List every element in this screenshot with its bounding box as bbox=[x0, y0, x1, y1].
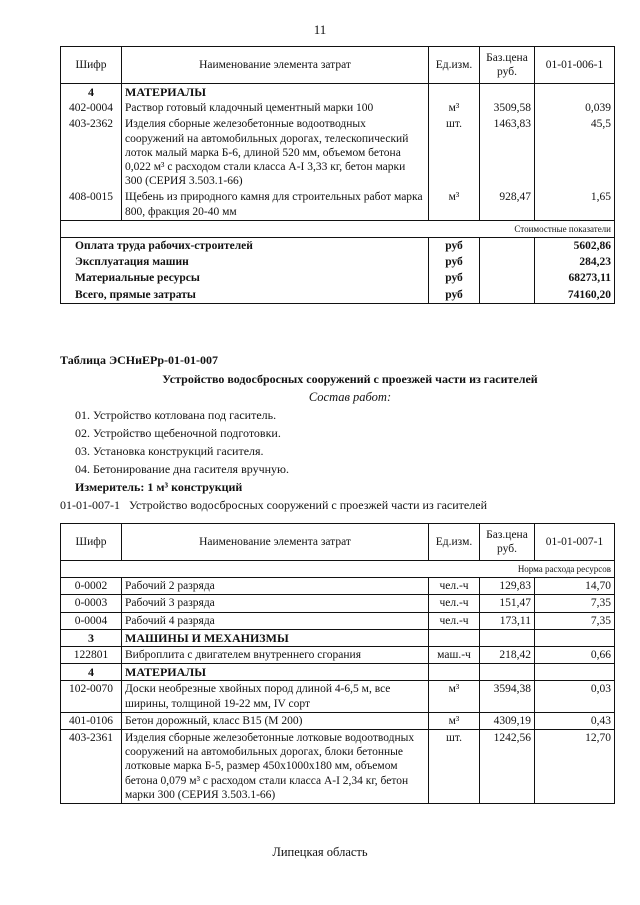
section-title: МАТЕРИАЛЫ bbox=[122, 664, 429, 681]
summary-value: 68273,11 bbox=[535, 270, 615, 286]
row-unit: чел.-ч bbox=[429, 578, 480, 595]
header-column-code: 01-01-007-1 bbox=[535, 524, 615, 561]
row-code: 122801 bbox=[61, 647, 122, 664]
row-name: Доски необрезные хвойных пород длиной 4-6,5 м, все ширины, толщиной 19-22 мм, IV сорт bbox=[122, 681, 429, 712]
section-row bbox=[61, 664, 615, 681]
header-column-code: 01-01-006-1 bbox=[535, 47, 615, 84]
section-row bbox=[61, 629, 615, 646]
table-row bbox=[61, 681, 615, 712]
row-price: 1242,56 bbox=[480, 730, 535, 804]
row-unit: м³ bbox=[429, 712, 480, 729]
row-unit: шт. bbox=[429, 116, 480, 189]
row-value: 1,65 bbox=[535, 189, 615, 220]
section-number: 4 bbox=[61, 664, 122, 681]
row-value: 14,70 bbox=[535, 578, 615, 595]
summary-unit: руб bbox=[429, 254, 480, 270]
row-value: 0,039 bbox=[535, 100, 615, 116]
cost-indicators-label: Стоимостные показатели bbox=[480, 220, 615, 237]
header-unit: Ед.изм. bbox=[429, 524, 480, 561]
table-row bbox=[61, 116, 615, 189]
row-price: 173,11 bbox=[480, 612, 535, 629]
row-price: 928,47 bbox=[480, 189, 535, 220]
row-code: 0-0003 bbox=[61, 595, 122, 612]
row-price: 4309,19 bbox=[480, 712, 535, 729]
row-value: 0,43 bbox=[535, 712, 615, 729]
section-number: 4 bbox=[61, 84, 122, 101]
row-code: 408-0015 bbox=[61, 189, 122, 220]
row-name: Бетон дорожный, класс B15 (M 200) bbox=[122, 712, 429, 729]
table-label: Таблица ЭСНиЕРр-01-01-007 bbox=[60, 353, 219, 367]
row-code: 102-0070 bbox=[61, 681, 122, 712]
row-price: 3509,58 bbox=[480, 100, 535, 116]
summary-name: Материальные ресурсы bbox=[61, 270, 429, 286]
cost-indicators-row bbox=[61, 220, 615, 237]
work-item: 03. Установка конструкций гасителя. bbox=[75, 444, 264, 458]
row-value: 0,03 bbox=[535, 681, 615, 712]
row-unit: м³ bbox=[429, 681, 480, 712]
summary-unit: руб bbox=[429, 270, 480, 286]
row-price: 3594,38 bbox=[480, 681, 535, 712]
cost-table-1 bbox=[60, 46, 615, 304]
work-item: 01. Устройство котлована под гаситель. bbox=[75, 408, 277, 422]
table-title: Устройство водосбросных сооружений с проезжей части из гасителей bbox=[162, 372, 538, 386]
table-row bbox=[61, 595, 615, 612]
row-value: 7,35 bbox=[535, 612, 615, 629]
row-name: Изделия сборные железобетонные водоотводных сооружений на автомобильных дорогах, телескопический лоток малый марка Б-6, длиной 520 мм, объемом бетона 0,022 м³ с расходом стали класса А-I 3,33 кг, бетон марки 300 (СЕРИЯ 3.503.1-66) bbox=[122, 116, 429, 189]
table-row bbox=[61, 712, 615, 729]
table-row bbox=[61, 189, 615, 220]
row-unit: м³ bbox=[429, 189, 480, 220]
table-row bbox=[61, 647, 615, 664]
table-row bbox=[61, 730, 615, 804]
row-name: Щебень из природного камня для строительных работ марка 800, фракция 20-40 мм bbox=[122, 189, 429, 220]
row-value: 0,66 bbox=[535, 647, 615, 664]
row-price: 218,42 bbox=[480, 647, 535, 664]
summary-value: 284,23 bbox=[535, 254, 615, 270]
norm-label-row bbox=[61, 561, 615, 578]
row-code: 402-0004 bbox=[61, 100, 122, 116]
row-name: Виброплита с двигателем внутреннего сгорания bbox=[122, 647, 429, 664]
row-name: Рабочий 2 разряда bbox=[122, 578, 429, 595]
row-unit: шт. bbox=[429, 730, 480, 804]
header-name: Наименование элемента затрат bbox=[122, 524, 429, 561]
summary-name: Всего, прямые затраты bbox=[61, 287, 429, 304]
row-unit: чел.-ч bbox=[429, 595, 480, 612]
section-title: МАТЕРИАЛЫ bbox=[122, 84, 429, 101]
header-name: Наименование элемента затрат bbox=[122, 47, 429, 84]
header-code: Шифр bbox=[61, 524, 122, 561]
summary-unit: руб bbox=[429, 238, 480, 255]
row-code: 403-2361 bbox=[61, 730, 122, 804]
summary-value: 74160,20 bbox=[535, 287, 615, 304]
summary-row bbox=[61, 254, 615, 270]
summary-name: Оплата труда рабочих-строителей bbox=[61, 238, 429, 255]
summary-name: Эксплуатация машин bbox=[61, 254, 429, 270]
header-price: Баз.цена руб. bbox=[480, 47, 535, 84]
row-name: Рабочий 3 разряда bbox=[122, 595, 429, 612]
row-code: 403-2362 bbox=[61, 116, 122, 189]
summary-row bbox=[61, 287, 615, 304]
section-row bbox=[61, 84, 615, 101]
row-name: Изделия сборные железобетонные лотковые водоотводных сооружений на автомобильных дорогах, блоки бетонные лотковые марка Б-5, размер 450x1000x180 мм, объемом бетона 0,079 м³ с расходом стали класса А-I 2,34 кг, бетон марки 300 (СЕРИЯ 3.503.1-66) bbox=[122, 730, 429, 804]
section-number: 3 bbox=[61, 629, 122, 646]
table-header bbox=[61, 524, 615, 561]
summary-row bbox=[61, 238, 615, 255]
cost-table-2 bbox=[60, 523, 615, 804]
header-price: Баз.цена руб. bbox=[480, 524, 535, 561]
row-value: 45,5 bbox=[535, 116, 615, 189]
composition-title: Состав работ: bbox=[308, 390, 392, 404]
row-unit: маш.-ч bbox=[429, 647, 480, 664]
table-row bbox=[61, 612, 615, 629]
section-title: МАШИНЫ И МЕХАНИЗМЫ bbox=[122, 629, 429, 646]
summary-unit: руб bbox=[429, 287, 480, 304]
footer-region: Липецкая область bbox=[272, 845, 368, 859]
header-code: Шифр bbox=[61, 47, 122, 84]
summary-value: 5602,86 bbox=[535, 238, 615, 255]
work-item: 02. Устройство щебеночной подготовки. bbox=[75, 426, 281, 440]
row-name: Рабочий 4 разряда bbox=[122, 612, 429, 629]
row-unit: м³ bbox=[429, 100, 480, 116]
page-number: 11 bbox=[313, 22, 327, 37]
table-row bbox=[61, 100, 615, 116]
row-value: 7,35 bbox=[535, 595, 615, 612]
row-value: 12,70 bbox=[535, 730, 615, 804]
header-unit: Ед.изм. bbox=[429, 47, 480, 84]
row-price: 129,83 bbox=[480, 578, 535, 595]
table-header bbox=[61, 47, 615, 84]
work-item: 04. Бетонирование дна гасителя вручную. bbox=[75, 462, 290, 476]
row-unit: чел.-ч bbox=[429, 612, 480, 629]
row-code: 0-0004 bbox=[61, 612, 122, 629]
table-row bbox=[61, 578, 615, 595]
summary-row bbox=[61, 270, 615, 286]
row-price: 1463,83 bbox=[480, 116, 535, 189]
row-name: Раствор готовый кладочный цементный марки 100 bbox=[122, 100, 429, 116]
row-code: 0-0002 bbox=[61, 578, 122, 595]
norm-label: Норма расхода ресурсов bbox=[480, 561, 615, 578]
code-line: 01-01-007-1 Устройство водосбросных сооружений с проезжей части из гасителей bbox=[60, 498, 487, 512]
row-code: 401-0106 bbox=[61, 712, 122, 729]
row-price: 151,47 bbox=[480, 595, 535, 612]
measure-unit: Измеритель: 1 м³ конструкций bbox=[75, 480, 243, 494]
